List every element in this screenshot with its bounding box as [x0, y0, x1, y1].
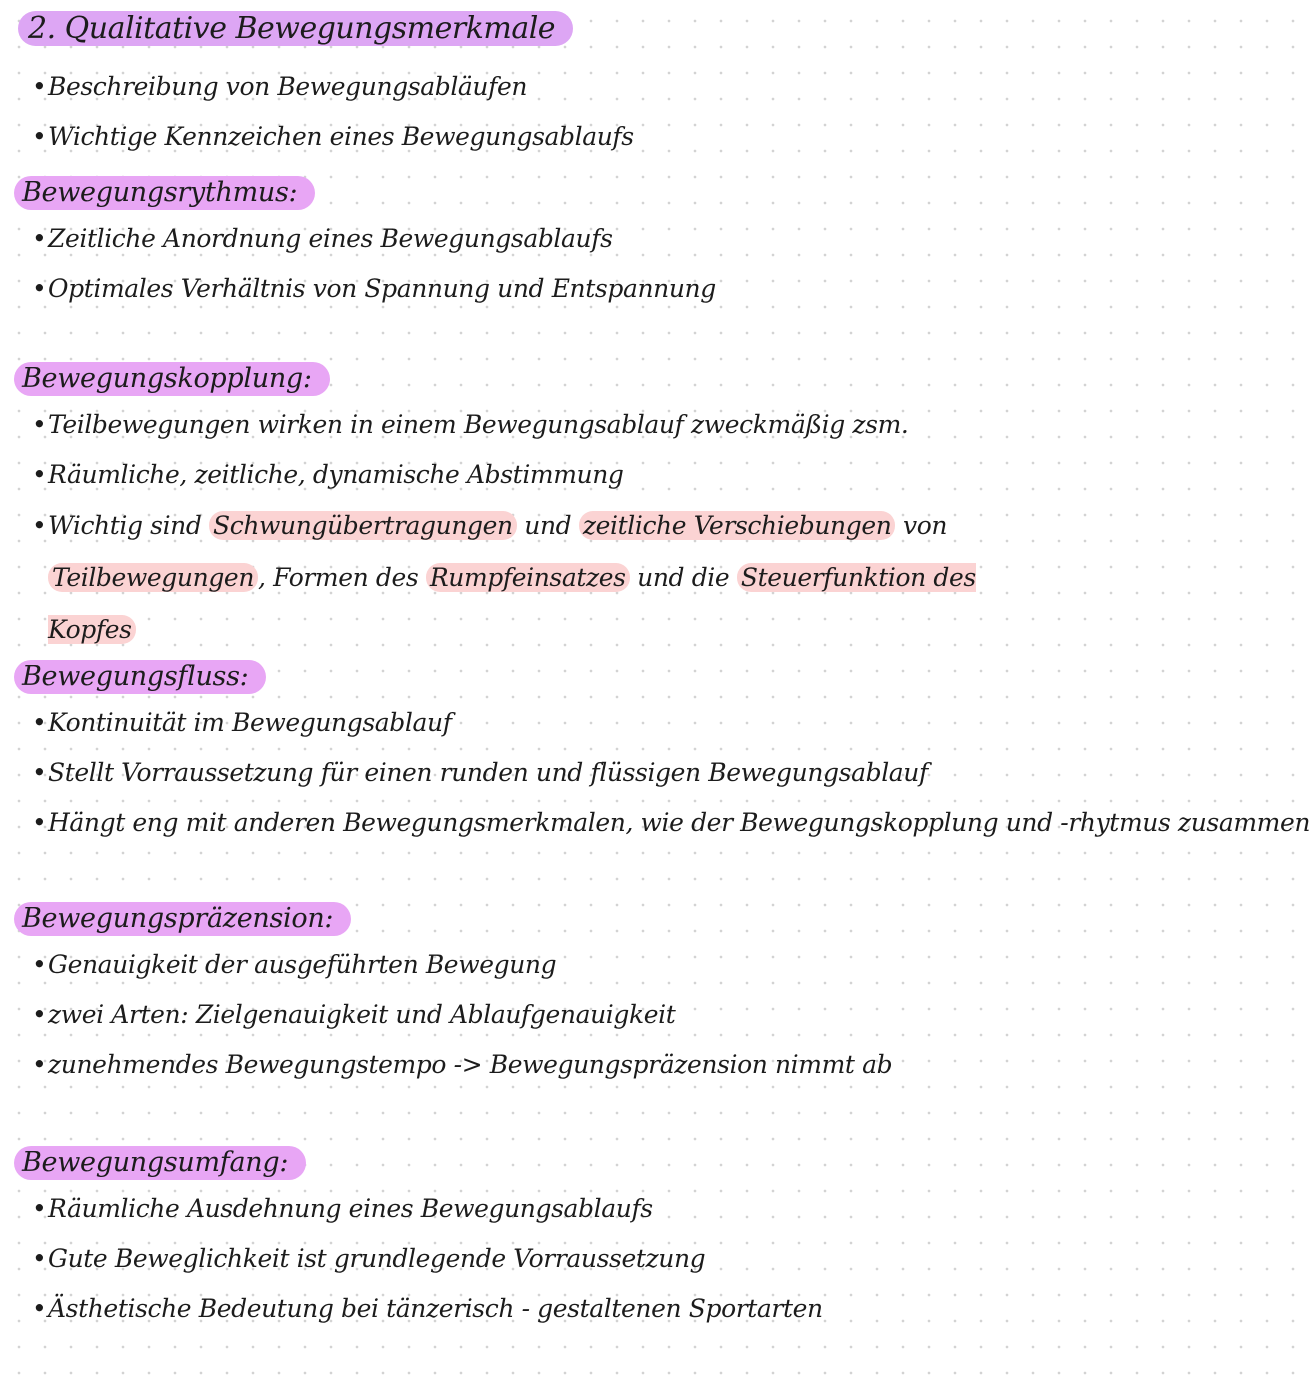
list-item: • Räumliche, zeitliche, dynamische Abstimmung: [14, 450, 1038, 500]
list-item: • Teilbewegungen wirken in einem Bewegungsablauf zweckmäßig zsm.: [14, 400, 1038, 450]
text-run: und: [516, 511, 579, 540]
text-run: und die: [629, 563, 737, 592]
section-kopplung: [14, 362, 1038, 656]
list-item: • Räumliche Ausdehnung eines Bewegungsablaufs: [14, 1184, 823, 1234]
list-item: • Kontinuität im Bewegungsablauf: [14, 698, 1310, 748]
section-praezension: [14, 902, 892, 1090]
text-run: Wichtig sind: [48, 511, 210, 540]
section-heading: Bewegungskopplung:: [14, 362, 330, 396]
list-item: • Wichtige Kennzeichen eines Bewegungsablaufs: [14, 112, 634, 162]
section-umfang: [14, 1146, 823, 1334]
list-item: • Zeitliche Anordnung eines Bewegungsablaufs: [14, 214, 716, 264]
highlighted-term: zeitliche Verschiebungen: [579, 511, 896, 540]
list-item: [14, 500, 1038, 656]
list-item: • Stellt Vorraussetzung für einen runden und flüssigen Bewegungsablauf: [14, 748, 1310, 798]
list-item: • Optimales Verhältnis von Spannung und Entspannung: [14, 264, 716, 314]
list-item: • zwei Arten: Zielgenauigkeit und Ablaufgenauigkeit: [14, 990, 892, 1040]
section-heading: Bewegungsfluss:: [14, 660, 266, 694]
list-item: • Ästhetische Bedeutung bei tänzerisch - gestaltenen Sportarten: [14, 1284, 823, 1334]
bullet-list: [14, 1184, 823, 1334]
bullet-list: [14, 940, 892, 1090]
text-run: von: [895, 511, 948, 540]
bullet-list: [14, 698, 1310, 848]
text-run: , Formen des: [258, 563, 426, 592]
title-highlight: 2. Qualitative Bewegungsmerkmale: [18, 11, 573, 46]
section-heading: Bewegungsumfang:: [14, 1146, 306, 1180]
intro-section: [14, 62, 634, 162]
list-item: • Hängt eng mit anderen Bewegungsmerkmalen, wie der Bewegungskopplung und -rhytmus zusammen: [14, 798, 1310, 848]
section-heading: Bewegungsrythmus:: [14, 176, 315, 210]
list-item: • Gute Beweglichkeit ist grundlegende Vorraussetzung: [14, 1234, 823, 1284]
highlighted-term: Schwungübertragungen: [209, 511, 517, 540]
list-item: • Beschreibung von Bewegungsabläufen: [14, 62, 634, 112]
section-fluss: [14, 660, 1310, 848]
section-rhythmus: [14, 176, 716, 314]
section-heading: Bewegungspräzension:: [14, 902, 351, 936]
intro-list: [14, 62, 634, 162]
bullet-list: [14, 400, 1038, 656]
highlighted-term: Rumpfeinsatzes: [426, 563, 630, 592]
list-item: • zunehmendes Bewegungstempo -> Bewegungspräzension nimmt ab: [14, 1040, 892, 1090]
page-title: [18, 10, 573, 48]
highlighted-term: Steuerfunktion des Kopfes: [48, 563, 976, 644]
highlighted-term: Teilbewegungen: [48, 563, 258, 592]
bullet-list: [14, 214, 716, 314]
list-item: • Genauigkeit der ausgeführten Bewegung: [14, 940, 892, 990]
